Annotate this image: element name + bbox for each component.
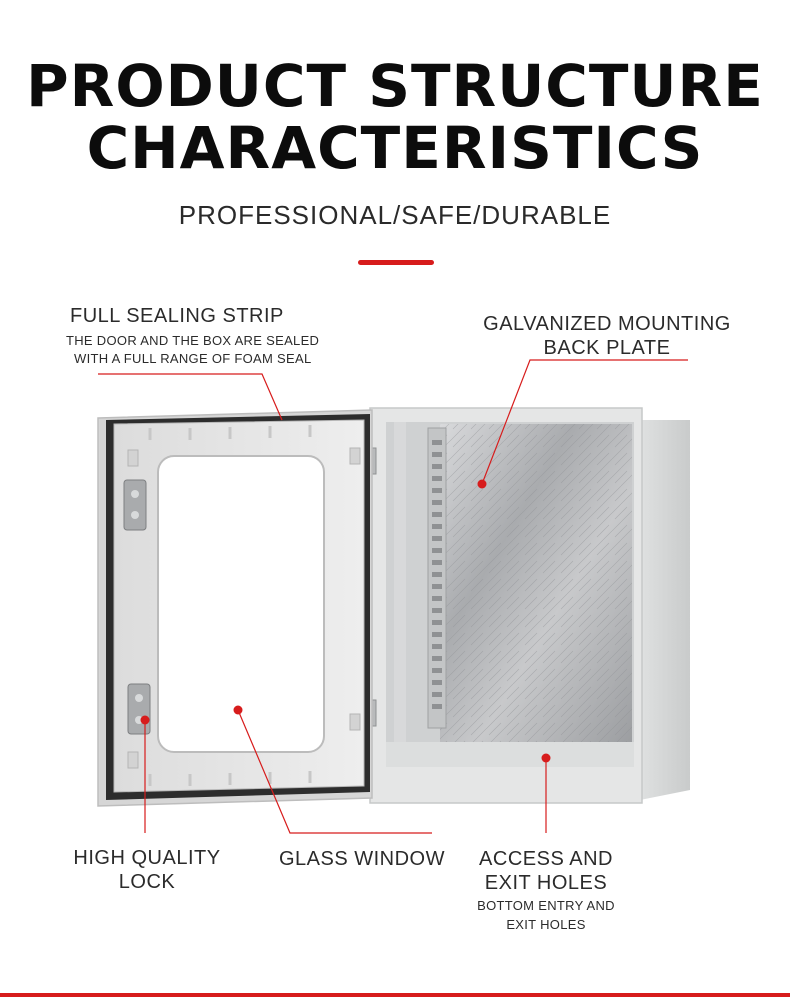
- callout-holes-desc-1: BOTTOM ENTRY AND: [477, 898, 615, 913]
- footer-accent-line: [0, 993, 790, 997]
- callout-lock-title-2: LOCK: [118, 871, 176, 893]
- callout-backplate-title-1: GALVANIZED MOUNTING: [483, 313, 731, 335]
- callout-holes-title-1: ACCESS AND: [479, 848, 613, 870]
- dot-glass: [234, 706, 243, 715]
- dot-lock: [141, 716, 150, 725]
- callout-glass-title: GLASS WINDOW: [278, 848, 445, 870]
- callout-holes-desc-2: EXIT HOLES: [506, 917, 586, 932]
- callout-sealing-title: FULL SEALING STRIP: [70, 305, 284, 327]
- box-inner-wall: [394, 422, 406, 742]
- box-bottom-floor: [386, 742, 634, 767]
- callout-sealing-desc-2: WITH A FULL RANGE OF FOAM SEAL: [74, 351, 312, 366]
- callout-backplate-title-2: BACK PLATE: [543, 337, 671, 359]
- callout-sealing-desc-1: THE DOOR AND THE BOX ARE SEALED: [66, 333, 320, 348]
- enclosure-body: [364, 408, 690, 803]
- dot-holes: [542, 754, 551, 763]
- lock-lower: [128, 684, 150, 734]
- callout-holes-title-2: EXIT HOLES: [484, 872, 608, 894]
- page-subtitle: PROFESSIONAL/SAFE/DURABLE: [178, 200, 612, 230]
- lock-upper: [124, 480, 146, 530]
- enclosure-door: [98, 410, 372, 806]
- page-title-line-2: CHARACTERISTICS: [86, 114, 704, 182]
- dot-backplate: [478, 480, 487, 489]
- callout-lock-title-1: HIGH QUALITY: [73, 847, 221, 869]
- box-side-panel: [640, 420, 690, 800]
- page-title-line-1: PRODUCT STRUCTURE: [26, 52, 764, 120]
